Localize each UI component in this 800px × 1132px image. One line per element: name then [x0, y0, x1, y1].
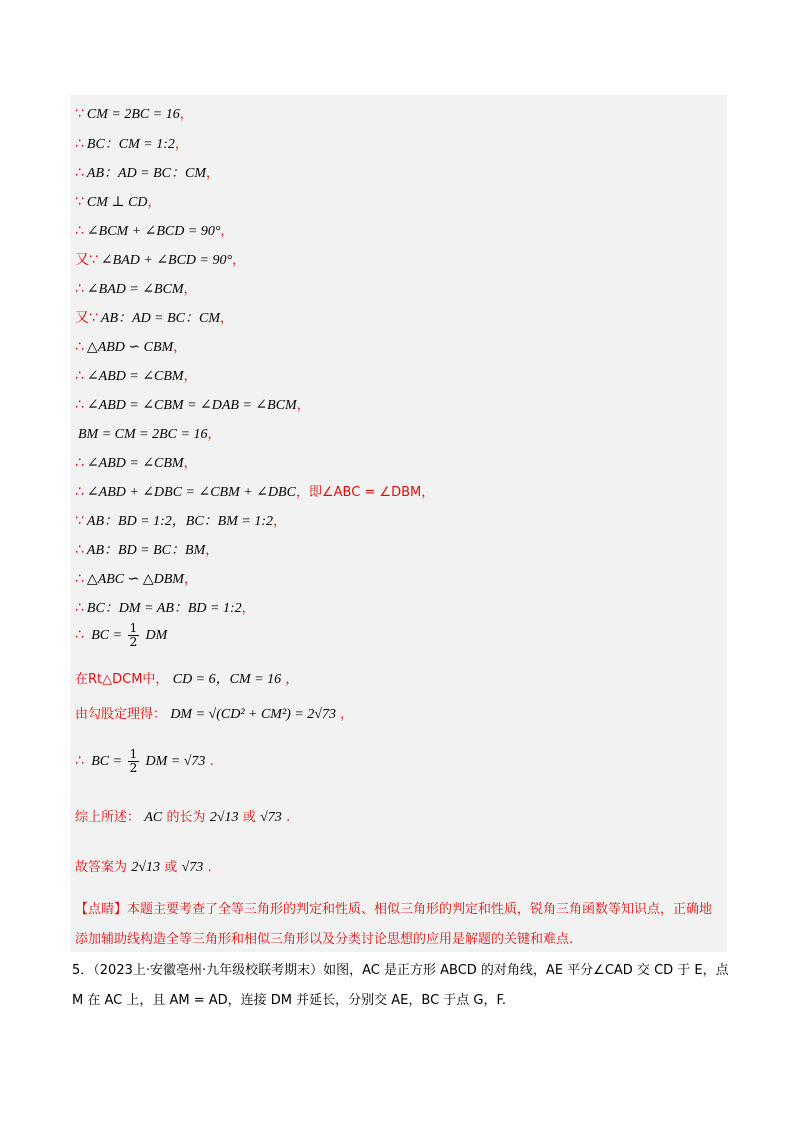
answer-prefix: 故答案为	[75, 860, 128, 875]
step-tail: ，	[179, 107, 193, 122]
remark-paragraph	[75, 895, 725, 955]
step-expression: BC：CM = 1:2	[86, 137, 175, 152]
numerator: 1	[129, 621, 138, 635]
fraction	[128, 748, 140, 775]
step-tail: ，	[205, 543, 219, 558]
logic-mark: ∴	[75, 542, 84, 558]
logic-mark: 又∵	[75, 310, 98, 326]
step-expression: CM = 2BC = 16	[86, 107, 180, 122]
step-tail: ，	[183, 282, 197, 297]
solution-step	[75, 481, 434, 501]
step-expression: BC：DM = AB：BD = 1:2	[86, 601, 242, 616]
rhs: DM = √73	[145, 754, 206, 769]
step-tail: ，	[207, 427, 221, 442]
step-tail: ，	[296, 398, 310, 413]
step-expression: △ABC ∽ △DBM	[86, 572, 184, 587]
step-expression: ∠BAD + ∠BCD = 90°	[100, 253, 233, 268]
or-text: 或	[164, 860, 178, 875]
tail: .	[286, 810, 291, 825]
step-tail: ，	[173, 340, 187, 355]
logic-mark: ∴	[75, 223, 84, 239]
summary-prefix: 综上所述：	[75, 810, 141, 825]
step-expression: ∠ABD + ∠DBC = ∠CBM + ∠DBC	[86, 485, 296, 500]
step-rt-triangle	[75, 668, 298, 688]
step-expression: AB：BD = BC：BM	[86, 543, 206, 558]
tail: .	[209, 754, 214, 769]
step-expression: AB：AD = BC：CM	[86, 166, 207, 181]
step-tail: ，	[183, 456, 197, 471]
solution-step	[75, 220, 233, 240]
ac-symbol: AC	[144, 810, 163, 825]
step-expression: ∠ABD = ∠CBM = ∠DAB = ∠BCM	[86, 398, 297, 413]
answer-line	[75, 856, 212, 876]
step-tail: ，	[183, 572, 197, 587]
lhs: BC =	[91, 628, 126, 643]
logic-mark: ∴	[75, 368, 84, 384]
value-2: √73	[181, 860, 204, 875]
solution-step	[75, 539, 218, 559]
logic-mark: ∴	[75, 571, 84, 587]
step-expression: △ABD ∽ CBM	[86, 340, 174, 355]
step-tail: ，	[183, 369, 197, 384]
fraction	[128, 622, 140, 649]
step-expression: AB：BD = 1:2，BC：BM = 1:2	[86, 514, 274, 529]
step-expression: BM = CM = 2BC = 16	[78, 427, 208, 442]
question-5-text: 5．（2023上·安徽亳州·九年级校联考期末）如图，AC 是正方形 ABCD 的对角线，AE 平分∠CAD 交 CD 于 E，点 M 在 AC 上，且 AM = AD，连接 DM 并延长，分别交 AE，BC 于点 G，F.	[72, 963, 729, 1008]
logic-mark: ∵	[75, 513, 84, 529]
rt-prefix: 在Rt△DCM中，	[75, 672, 169, 687]
solution-step	[75, 103, 193, 123]
tail: .	[207, 860, 212, 875]
rhs: DM	[145, 628, 168, 643]
step-tail: ，	[241, 601, 255, 616]
logic-mark: ∴	[75, 136, 84, 152]
step-expression: ∠BCM + ∠BCD = 90°	[86, 224, 221, 239]
therefore-mark: ∴	[75, 753, 84, 769]
logic-mark: ∵	[75, 106, 84, 122]
or-text: 或	[242, 810, 256, 825]
solution-step	[75, 249, 245, 269]
logic-mark: ∴	[75, 484, 84, 500]
logic-mark: ∴	[75, 600, 84, 616]
remark-text: 本题主要考查了全等三角形的判定和性质、相似三角形的判定和性质，锐角三角函数等知识点，正确地添加辅助线构造全等三角形和相似三角形以及分类讨论思想的应用是解题的关键和难点.	[75, 902, 713, 947]
step-tail: ，	[220, 311, 234, 326]
step-expression: CM ⊥ CD	[86, 195, 148, 210]
step-tail: ，	[220, 224, 234, 239]
logic-mark: 又∵	[75, 252, 98, 268]
solution-step	[75, 307, 233, 327]
step-bc-half-dm	[75, 622, 167, 649]
question-5	[72, 956, 732, 1016]
logic-mark: ∴	[75, 281, 84, 297]
pyth-formula: DM = √(CD² + CM²) = 2√73	[170, 707, 336, 722]
step-bc-result	[75, 748, 214, 775]
solution-step	[75, 568, 197, 588]
step-tail: ，即∠ABC = ∠DBM，	[295, 485, 435, 500]
denominator: 2	[129, 761, 138, 775]
step-pythagoras	[75, 703, 353, 723]
solution-step	[75, 133, 188, 153]
summary-line	[75, 806, 290, 826]
value-2: √73	[260, 810, 282, 825]
solution-step	[75, 597, 255, 617]
logic-mark: ∴	[75, 165, 84, 181]
pyth-prefix: 由勾股定理得：	[75, 707, 167, 722]
pyth-tail: ，	[340, 707, 354, 722]
numerator: 1	[129, 747, 138, 761]
step-expression: ∠ABD = ∠CBM	[86, 456, 184, 471]
step-tail: ，	[273, 514, 287, 529]
solution-step	[75, 365, 197, 385]
step-expression: ∠BAD = ∠BCM	[86, 282, 184, 297]
value-1: 2√13	[209, 810, 239, 825]
step-tail: ，	[232, 253, 246, 268]
solution-step	[75, 191, 161, 211]
value-1: 2√13	[131, 860, 160, 875]
denominator: 2	[129, 635, 138, 649]
solution-step	[75, 162, 219, 182]
solution-step	[75, 278, 197, 298]
solution-step	[75, 336, 186, 356]
step-tail: ，	[206, 166, 220, 181]
step-expression: ∠ABD = ∠CBM	[86, 369, 184, 384]
logic-mark: ∴	[75, 397, 84, 413]
step-expression: AB：AD = BC：CM	[100, 311, 221, 326]
logic-mark: ∴	[75, 455, 84, 471]
remark-tag: 【点睛】	[75, 902, 128, 917]
solution-step	[75, 394, 310, 414]
solution-step	[75, 510, 286, 530]
rt-values: CD = 6，CM = 16	[172, 672, 282, 687]
step-tail: ，	[174, 137, 188, 152]
solution-step	[75, 423, 220, 443]
lhs: BC =	[91, 754, 126, 769]
summary-mid: 的长为	[166, 810, 206, 825]
therefore-mark: ∴	[75, 627, 84, 643]
logic-mark: ∵	[75, 194, 84, 210]
logic-mark: ∴	[75, 339, 84, 355]
rt-tail: ，	[285, 672, 299, 687]
step-tail: ，	[147, 195, 161, 210]
solution-step	[75, 452, 197, 472]
